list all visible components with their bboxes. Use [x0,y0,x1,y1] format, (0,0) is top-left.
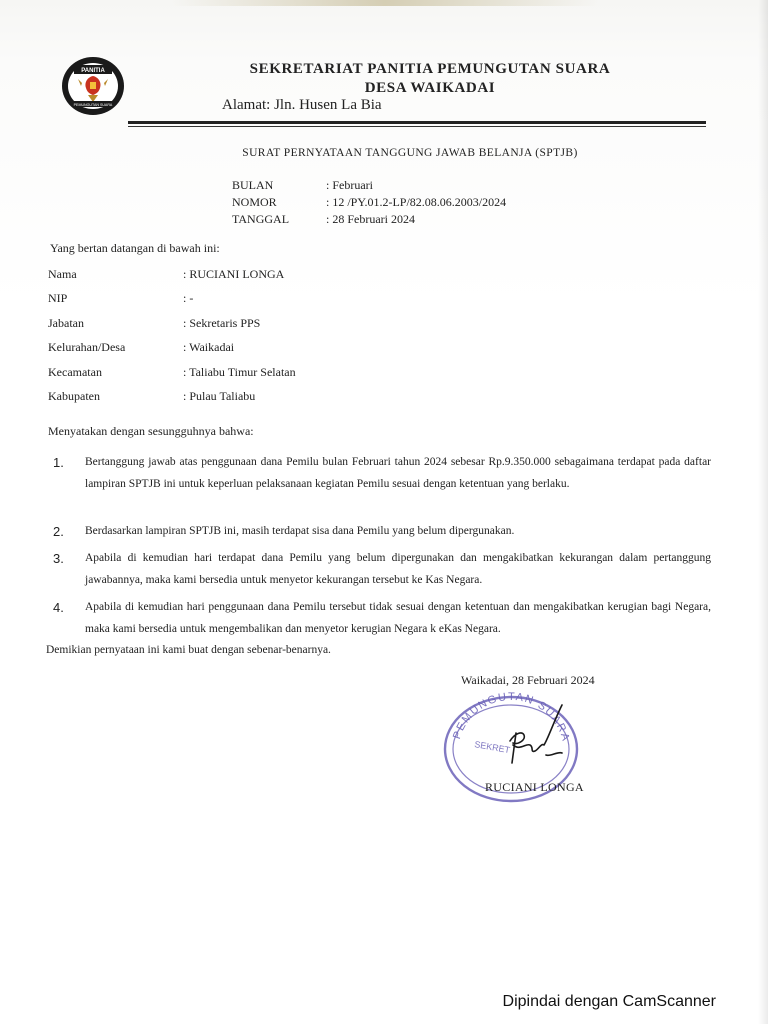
scan-shadow [170,0,600,6]
field-value: : Pulau Taliabu [183,389,256,403]
field-value: : Waikadai [183,340,235,354]
header-village: DESA WAIKADAI [364,80,496,96]
header-address: Alamat: Jln. Husen La Bia [222,97,382,113]
list-item: Apabila di kemudian hari penggunaan dana Pemilu tersebut tidak sesuai dengan ketentuan dan mengakibatkan kerugian bagi Negara, maka kami bersedia untuk mengembalikan dan menyetor kerugian Negara k eKas Negara. [85,601,711,635]
header-secretariat: SEKRETARIAT PANITIA PEMUNGUTAN SUARA [249,61,611,77]
document-title: SURAT PERNYATAAN TANGGUNG JAWAB BELANJA (SPTJB) [242,147,578,159]
closing-text: Demikian pernyataan ini kami buat dengan sebenar-benarnya. [46,644,331,656]
meta-label: BULAN [232,178,274,192]
emblem-label-top: PANITIA [81,68,105,74]
field-value: : Taliabu Timur Selatan [183,365,296,379]
list-item: Bertanggung jawab atas penggunaan dana Pemilu bulan Februari tahun 2024 sebesar Rp.9.350.000 sebagaimana terdapat pada daftar lampiran SPTJB ini untuk keperluan pelaksanaan kegiatan Pemilu sesuai dengan ketentuan yang berlaku. [85,456,711,490]
field-label: Kecamatan [48,365,102,379]
meta-label: TANGGAL [232,212,290,226]
intro-text: Yang bertan datangan di bawah ini: [50,241,220,255]
meta-value: : 12 /PY.01.2-LP/82.08.06.2003/2024 [326,195,507,209]
field-label: Nama [48,267,77,281]
field-label: NIP [48,291,68,305]
item-number: 3. [53,551,64,566]
field-value: : Sekretaris PPS [183,316,261,330]
meta-value: : Februari [326,178,373,192]
meta-value: : 28 Februari 2024 [326,212,415,226]
field-value: : RUCIANI LONGA [183,267,285,281]
page-edge [758,0,768,1024]
field-label: Kabupaten [48,389,100,403]
header-rule-thin [128,126,706,127]
item-number: 2. [53,524,64,539]
field-label: Kelurahan/Desa [48,340,126,354]
field-label: Jabatan [48,316,84,330]
signatory-name: RUCIANI LONGA [485,780,584,794]
camscanner-watermark: Dipindai dengan CamScanner [502,993,716,1010]
stamp-inner-text: SEKRET [473,739,511,756]
header-rule-thick [128,121,706,124]
list-item: Berdasarkan lampiran SPTJB ini, masih terdapat sisa dana Pemilu yang belum dipergunakan. [85,525,515,537]
statement-text: Menyatakan dengan sesungguhnya bahwa: [48,424,254,438]
meta-label: NOMOR [232,195,277,209]
item-number: 1. [53,455,64,470]
svg-text:PEMUNGUTAN SUARA [451,691,572,743]
list-item: Apabila di kemudian hari terdapat dana Pemilu yang belum dipergunakan dan mengakibatkan kekurangan dalam pertanggung jawabannya, maka kami bersedia untuk menyetor kekurangan tersebut ke Kas Negara. [85,552,711,586]
emblem-logo [60,55,126,117]
field-value: : - [183,291,194,305]
emblem-label-bottom: PEMUNGUTAN SUARA [73,103,113,107]
stamp-text: PEMUNGUTAN SUARA [450,690,572,744]
signature-place-date: Waikadai, 28 Februari 2024 [461,673,595,687]
item-number: 4. [53,600,64,615]
